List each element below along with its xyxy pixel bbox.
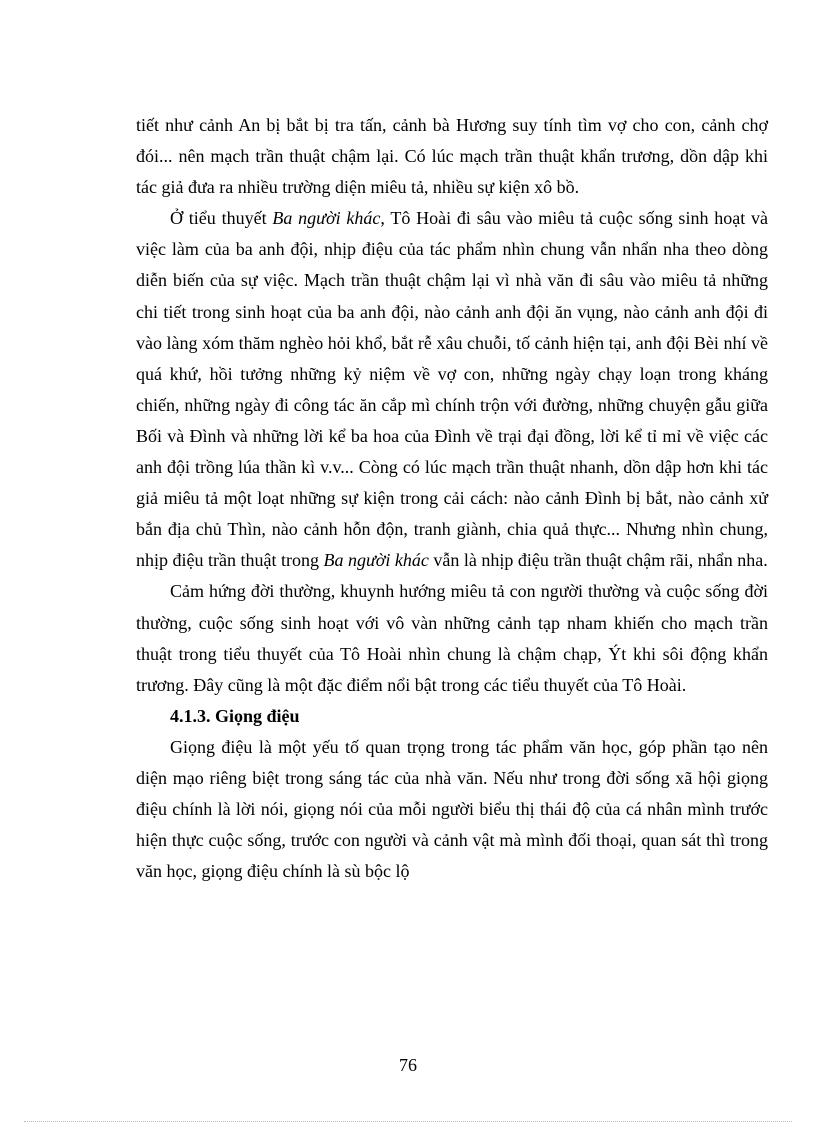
body-text (136, 110, 768, 887)
closing-paragraph: Giọng điệu là một yếu tố quan trọng trong tác phẩm văn học, góp phần tạo nên diện mạo riêng biệt trong sáng tác của nhà văn. Nếu như trong đời sống xã hội giọng điệu chính là lời nói, giọng nói của mỗi người biểu thị thái độ của cá nhân mình trước hiện thực cuộc sống, trước con người và cảnh vật mà mình đối thoại, quan sát thì trong văn học, giọng điệu chính là sù bộc lộ (136, 736, 768, 882)
paragraph-text: vẫn là nhịp điệu trần thuật chậm rãi, nhẩn nha. (428, 550, 768, 571)
paragraph-text: Ở tiểu thuyết (170, 208, 273, 229)
section-heading: 4.1.3. Giọng điệu (170, 705, 300, 726)
page-number: 76 (399, 1055, 417, 1075)
italic-title-text: Ba người khác (272, 208, 381, 229)
italic-title-text: Ba người khác (323, 550, 429, 571)
page-bottom-divider (24, 1121, 792, 1122)
paragraph-list (136, 110, 768, 701)
body-paragraph (136, 576, 768, 700)
paragraph-text: , Tô Hoài đi sâu vào miêu tả cuộc sống sinh hoạt và việc làm của ba anh đội, nhịp điệu của tác phẩm nhìn chung vẫn nhẩn nha theo dòng diễn biến của sự việc. Mạch trần thuật chậm lại vì nhà văn đi sâu vào miêu tả những chi tiết trong sinh hoạt của ba anh đội, nào cảnh anh đội ăn vụng, nào cảnh anh đội đi vào làng xóm thăm nghèo hỏi khổ, bắt rễ xâu chuỗi, tố cảnh hiện tại, anh đội Bèi nhí về quá khứ, hồi tưởng những kỷ niệm về vợ con, những ngày chạy loạn trong kháng chiến, những ngày đi công tác ăn cắp mì chính trộn với đường, những chuyện gẫu giữa Bối và Đình và những lời kể ba hoa của Đình về trại đại đồng, lời kể tỉ mỉ về việc các anh đội trồng lúa thần kì v.v... Còng có lúc mạch trần thuật nhanh, dồn dập hơn khi tác giả miêu tả một loạt những sự kiện trong cải cách: nào cảnh Đình bị bắt, nào cảnh xử bắn địa chủ Thìn, nào cảnh hỗn độn, tranh giành, chia quả thực... Nhưng nhìn chung, nhịp điệu trần thuật trong (136, 208, 769, 571)
paragraph-text: Cảm hứng đời thường, khuynh hướng miêu tả con người thường và cuộc sống đời thường, cuộc sống sinh hoạt với vô vàn những cảnh tạp nham khiến cho mạch trần thuật trong tiểu thuyết của Tô Hoài nhìn chung là chậm chạp, Ýt khi sôi động khẩn trương. Đây cũng là một đặc điểm nổi bật trong các tiểu thuyết của Tô Hoài. (136, 581, 768, 695)
body-paragraph (136, 203, 768, 576)
paragraph-text: tiết như cảnh An bị bắt bị tra tấn, cảnh bà Hương suy tính tìm vợ cho con, cảnh chợ đói... nên mạch trần thuật chậm lại. Có lúc mạch trần thuật khẩn trương, dồn dập khi tác giả đưa ra nhiều trường diện miêu tả, nhiều sự kiện xô bồ. (136, 115, 768, 198)
body-paragraph (136, 110, 768, 203)
